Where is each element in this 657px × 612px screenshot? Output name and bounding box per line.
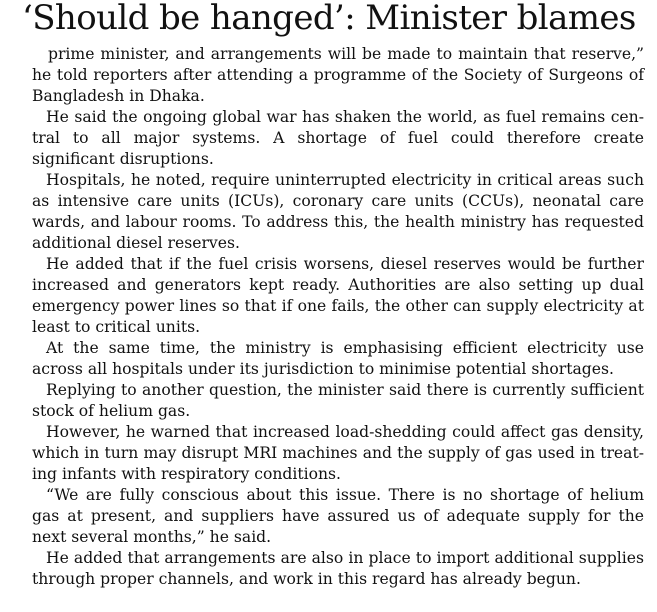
article-paragraph: prime minister, and arrangements will be made to maintain that reserve,” he told reporters after attending a programme of the Society of Surgeons of Bangladesh in Dhaka. [32, 45, 644, 105]
article-paragraph: “We are fully conscious about this issue. There is no shortage of helium gas at present, and suppliers have assured us of adequate supply for the next several months,” he said. [32, 486, 644, 546]
article-paragraph: He said the ongoing global war has shaken the world, as fuel remains central to all major systems. A shortage of fuel could therefore create significant disruptions. [32, 108, 644, 168]
article-paragraph: He added that if the fuel crisis worsens, diesel reserves would be further increased and generators kept ready. Authorities are also setting up dual emergency power lines so that if one fails, the other can supply electricity at least to critical units. [32, 255, 644, 336]
article-paragraph: At the same time, the ministry is emphasising efficient electricity use across all hospitals under its jurisdiction to minimise potential shortages. [32, 339, 644, 378]
article-body [32, 44, 644, 590]
article-paragraph: However, he warned that increased load-shedding could affect gas density, which in turn may disrupt MRI machines and the supply of gas used in treating infants with respiratory conditions. [32, 423, 644, 483]
article-paragraph: Hospitals, he noted, require uninterrupted electricity in critical areas such as intensive care units (ICUs), coronary care units (CCUs), neonatal care wards, and labour rooms. To address this, the health ministry has requested additional diesel reserves. [32, 171, 644, 252]
headline: ‘Should be hanged’: Minister blames [22, 0, 636, 38]
article-paragraph: He added that arrangements are also in place to import additional supplies through proper channels, and work in this regard has already begun. [32, 549, 644, 588]
article-paragraph: Replying to another question, the minister said there is currently sufficient stock of helium gas. [32, 381, 644, 420]
